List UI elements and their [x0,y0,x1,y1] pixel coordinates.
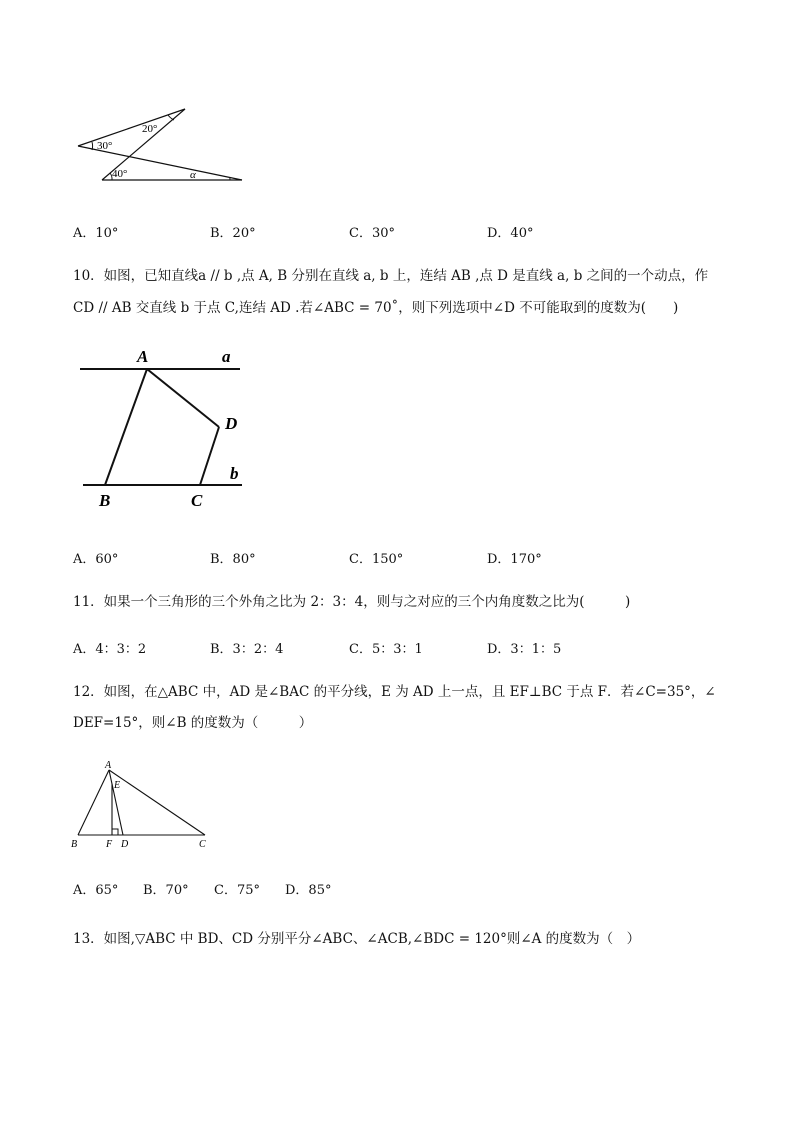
q10-option-d[interactable]: D．170° [487,552,542,567]
angle-label-30: 30° [97,140,113,152]
q11-text: 11．如果一个三角形的三个外角之比为 2：3：4，则与之对应的三个内角度数之比为( ) [73,594,631,610]
angle-label-alpha: α [190,169,196,181]
q11-option-a[interactable]: A．4：3：2 [73,642,147,657]
q10-text-line2: CD // AB 交直线 b 于点 C,连结 AD .若∠ABC = 70˚，则下列选项中∠D 不可能取到的度数为( ) [73,300,679,316]
q12-point-d: D [121,839,129,850]
q13-text: 13．如图,▽ABC 中 BD、CD 分别平分∠ABC、∠ACB,∠BDC = 120°则∠A 的度数为（ ） [73,931,641,947]
figure-q10-parallel-lines [75,345,255,515]
q12-text-line1: 12．如图，在△ABC 中，AD 是∠BAC 的平分线，E 为 AD 上一点，且 EF⊥BC 于点 F．若∠C=35°，∠ [73,684,716,700]
q12-option-b[interactable]: B．70° [143,883,189,898]
q10-point-d: D [225,414,238,433]
q12-option-d[interactable]: D．85° [285,883,332,898]
q9-option-a[interactable]: A．10° [73,226,119,241]
q11-option-c[interactable]: C．5：3：1 [349,642,423,657]
q9-option-c[interactable]: C．30° [349,226,395,241]
q11-option-b[interactable]: B．3：2：4 [210,642,284,657]
figure-q12-triangle [68,758,218,853]
q12-option-a[interactable]: A．65° [73,883,119,898]
q12-point-b: B [71,839,78,850]
q10-point-c: C [191,491,203,510]
angle-label-20: 20° [142,123,158,135]
figure-q9-angles [70,100,250,190]
q11-option-d[interactable]: D．3：1：5 [487,642,562,657]
q10-text-line1: 10．如图，已知直线a // b ,点 A, B 分别在直线 a, b 上，连结 AB ,点 D 是直线 a, b 之间的一个动点，作 [73,268,709,284]
q12-option-c[interactable]: C．75° [214,883,260,898]
q12-text-line2: DEF=15°，则∠B 的度数为（ ） [73,715,313,731]
q10-line-a: a [222,347,231,366]
q10-point-a: A [137,347,149,366]
q12-point-f: F [106,839,113,850]
q10-option-a[interactable]: A．60° [73,552,119,567]
q12-point-e: E [114,780,121,791]
q10-option-b[interactable]: B．80° [210,552,256,567]
q12-point-a: A [105,760,112,771]
angle-label-40: 40° [112,168,128,180]
q9-option-d[interactable]: D．40° [487,226,534,241]
q10-point-b: B [99,491,111,510]
q10-option-c[interactable]: C．150° [349,552,404,567]
q12-point-c: C [199,839,206,850]
q9-option-b[interactable]: B．20° [210,226,256,241]
q10-line-b: b [230,464,239,483]
